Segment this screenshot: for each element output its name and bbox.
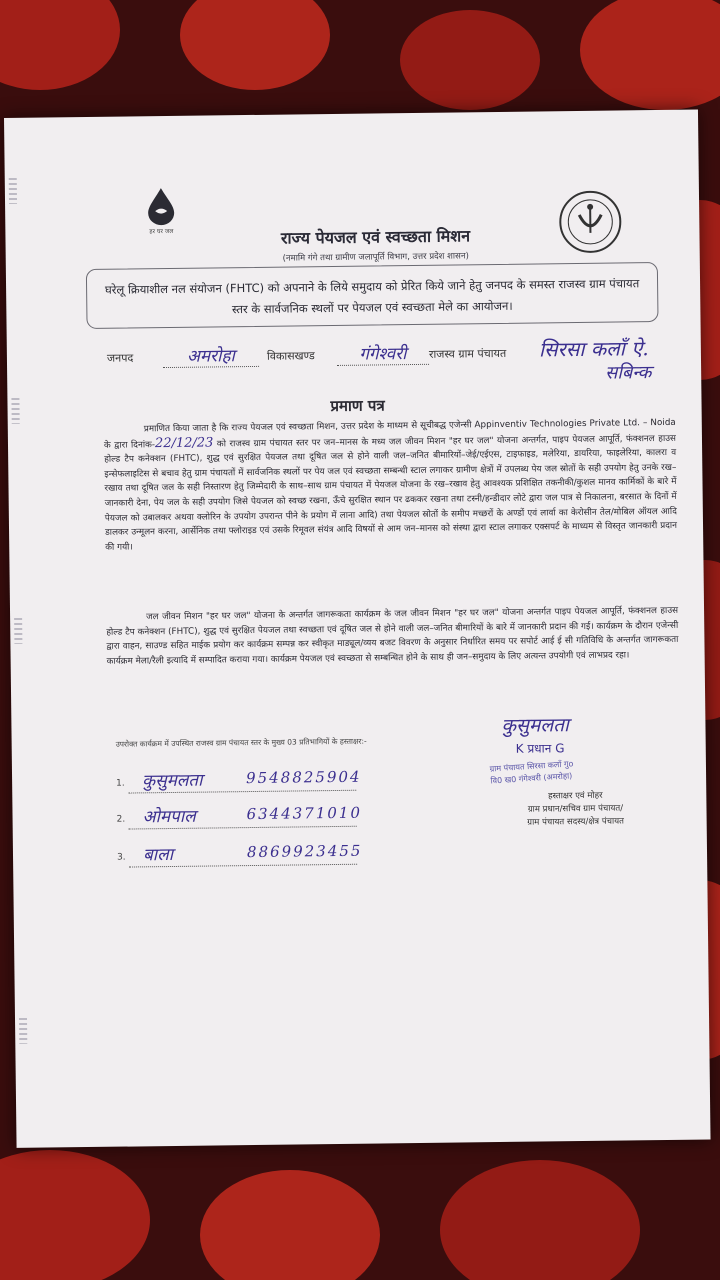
participant-row — [116, 764, 476, 798]
participant-row — [117, 838, 477, 872]
mission-subtitle: (नमामि गंगे तथा ग्रामीण जलापूर्ति विभाग, उत्तर प्रदेश शासन) — [282, 251, 469, 264]
emblem-icon — [557, 188, 624, 255]
participant-phone: 9548825904 — [245, 767, 362, 788]
village-value-line2: सबिन्क — [605, 362, 652, 384]
punch-holes — [14, 618, 22, 644]
stamp-line: ग्राम पंचायत सिरसा कलाँ गुo — [489, 759, 574, 774]
punch-holes — [19, 1018, 27, 1044]
certificate-sheet — [4, 110, 711, 1148]
signatory-name: K प्रधान G — [515, 741, 565, 756]
punch-holes — [11, 398, 19, 424]
participant-phone: 6344371010 — [246, 803, 363, 824]
participant-number: 2. — [116, 814, 126, 825]
pradhan-signature-block — [489, 710, 660, 830]
caption-line: ग्राम प्रधान/सचिव ग्राम पंचायत/ — [527, 803, 624, 815]
logo-caption: हर घर जल — [149, 227, 174, 236]
up-government-emblem — [557, 188, 624, 255]
certificate-title: प्रमाण पत्र — [330, 396, 385, 416]
official-stamp — [489, 753, 660, 788]
district-label: जनपद — [106, 351, 134, 365]
village-value: सिरसा कलाँ ऐ. — [538, 336, 649, 362]
har-ghar-jal-logo — [131, 186, 192, 236]
village-label: राजस्व ग्राम पंचायत — [428, 346, 507, 361]
event-banner: घरेलू क्रियाशील नल संयोजन (FHTC) को अपनाने के लिये समुदाय को प्रेरित किये जाने हेतु जनपद के समस्त राजस्व ग्राम पंचायत स्तर के सार्वजनिक स्थलों पर पेयजल एवं स्वच्छता मेले का आयोजन। — [86, 262, 659, 329]
location-row — [107, 338, 688, 395]
certificate-paragraph-2: जल जीवन मिशन "हर घर जल" योजना के अन्तर्गत जागरूकता कार्यक्रम के जल जीवन मिशन "हर घर जल" योजना अन्तर्गत पाइप पेयजल आपूर्ति, फंक्शनल हाउस होल्ड टैप कनेक्शन (FHTC), शुद्ध एवं सुरक्षित पेयजल तथा स्वच्छता एवं दूषित जल से होने वाली जल–जनित बीमारियों के बारे में जानकारी प्रदान की गई। कार्यक्रम के दौरान एजेन्सी द्वारा वाहन, साउण्ड सहित माईक प्रयोग कर कार्यक्रम सम्पन्न कर स्वीकृत माड्यूल/व्यय बजट विवरण के अनुसार निर्धारित समय पर सपोर्ट आई ई सी गतिविधि के अन्तर्गत जागरूकता कार्यक्रम मेला/रैली इत्यादि में सम्पादित कराया गया। कार्यक्रम पेयजल एवं स्वच्छता से सम्बन्धित होने के साथ ही जन–समुदाय के लिए अत्यन्त उपयोगी एवं लाभप्रद रहा। — [106, 605, 679, 667]
mission-title: राज्य पेयजल एवं स्वच्छता मिशन — [280, 226, 471, 248]
signature-scribble: कुसुमलता — [501, 714, 570, 737]
punch-holes — [9, 178, 17, 204]
block-label: विकासखण्ड — [266, 349, 315, 363]
participant-row — [116, 800, 476, 834]
participant-phone: 8869923455 — [246, 841, 363, 862]
event-date: 22/12/23 — [154, 435, 214, 451]
water-drop-icon — [144, 186, 178, 226]
caption-line: ग्राम पंचायत सदस्य/क्षेत्र पंचायत — [527, 816, 625, 828]
stamp-line: वि0 ख0 गंगेश्वरी (अमरोहा) — [490, 771, 573, 786]
para1-after-date: को राजस्व ग्राम पंचायत स्तर पर जन–मानस के मध्य जल जीवन मिशन "हर घर जल" योजना अन्तर्गत, पाइप पेयजल आपूर्ति, फंक्शनल हाउस होल्ड टैप कनेक्शन (FHTC), शुद्ध एवं सुरक्षित पेयजल तथा दूषित जल से होने वाली जल–जनित बीमारियों–जेई/एईएस, टाइफाइड, मलेरिया, डायरिया, फाइलेरिया, कालरा व इन्सेफलाइटिस से बचाव हेतु ग्राम पंचायतों में सार्वजनिक स्थलों पर पेय जल एवं स्वच्छता सम्बन्धी स्टाल लगाकर ग्रामीण क्षेत्रों में उपलब्ध पेय जल स्रोतों के सही उपयोग हेतु उनके रख–रखाव तथा दूषित जल के सही निस्तारण हेतु जिम्मेदारी के साथ–साथ ग्राम पंचायत में पेयजल योजना के रख–रखाव हेतु आवश्यक प्रशिक्षित तकनीकी/कुशल मानव कार्मिकों के बारे में जानकारी देना, पेय जल के सही उपयोग जिसे पेयजल को स्वच्छ रखना, ऊँचे सुरक्षित स्थान पर ढककर रखना तथा टस्नी/हन्डीदार लोटे द्वारा जल पात्र से निकालना, बरसात के दिनों में पेयजल को उबालकर अथवा क्लोरिन के उपयोग उपरान्त पीने के प्रयोग में लाना आदि) तथा पेयजल स्रोतों के समीप मच्छरों के अण्डों एवं लार्वा का केरोसीन तेल/मोबिल ऑयल आदि डालकर उन्मूलन करना, आर्सेनिक तथा फ्लोराइड एवं उसके रिमूवल संयंत्र आदि विषयों से आम जन–मानस को संस्था द्वारा स्टाल लगाकर एक्सपर्ट के माध्यम से विस्तृत जानकारी प्रदान की गयी। — [104, 433, 678, 553]
certificate-paragraph-1 — [104, 416, 678, 555]
block-value: गंगेश्वरी — [337, 341, 429, 366]
participants-intro: उपरोक्त कार्यक्रम में उपस्थित राजस्व ग्राम पंचायत स्तर के मुख्य 03 प्रतिभागियों के हस्ताक्षर:- — [115, 736, 367, 749]
signature-caption — [490, 789, 660, 830]
caption-line: हस्ताक्षर एवं मोहर — [547, 790, 603, 802]
participant-name: ओमपाल — [142, 806, 196, 828]
participant-name: बाला — [142, 844, 174, 866]
district-value: अमरोहा — [163, 343, 259, 368]
para1-before-date: प्रमाणित किया जाता है कि राज्य पेयजल एवं स्वच्छता मिशन, उत्तर प्रदेश के माध्यम से सूचीबद्ध एजेन्सी Appinventiv Technologies Private Ltd. – Noida के द्वारा दिनांक- — [103, 417, 676, 451]
participant-number: 1. — [116, 778, 125, 789]
participant-number: 3. — [116, 852, 126, 863]
participant-name: कुसुमलता — [141, 770, 203, 792]
